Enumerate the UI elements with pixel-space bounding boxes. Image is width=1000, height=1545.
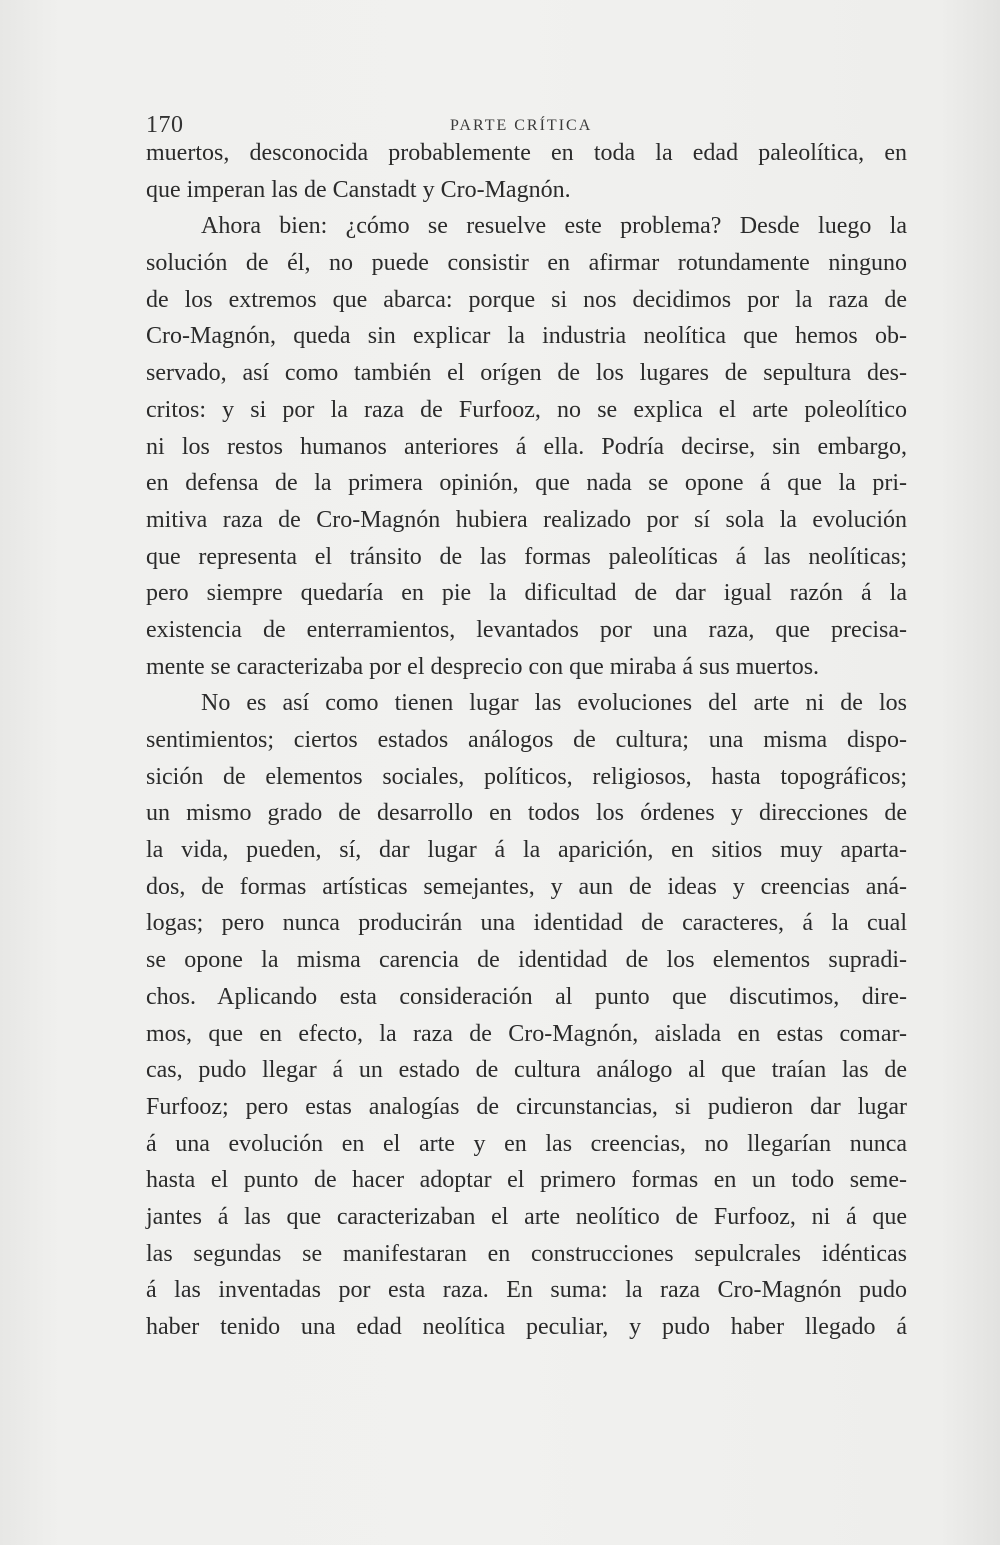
running-head: PARTE CRÍTICA xyxy=(450,117,593,134)
text-line: chos. Aplicando esta consideración al punto que discutimos, dire- xyxy=(146,983,907,1010)
text-line: hasta el punto de hacer adoptar el primero formas en un todo seme- xyxy=(146,1167,907,1194)
text-line: Ahora bien: ¿cómo se resuelve este problema? Desde luego la xyxy=(201,213,907,240)
text-line: critos: y si por la raza de Furfooz, no se explica el arte poleolítico xyxy=(146,396,907,423)
text-line: mitiva raza de Cro-Magnón hubiera realizado por sí sola la evolución xyxy=(146,506,907,533)
text-line: las segundas se manifestaran en construcciones sepulcrales idénticas xyxy=(146,1240,907,1267)
text-line: haber tenido una edad neolítica peculiar, y pudo haber llegado á xyxy=(146,1314,907,1340)
text-line: un mismo grado de desarrollo en todos los órdenes y direcciones de xyxy=(146,800,907,827)
text-line: pero siempre quedaría en pie la dificultad de dar igual razón á la xyxy=(146,580,907,607)
text-line: mos, que en efecto, la raza de Cro-Magnón, aislada en estas comar- xyxy=(146,1020,907,1047)
text-line: la vida, pueden, sí, dar lugar á la aparición, en sitios muy aparta- xyxy=(146,837,907,864)
text-line: se opone la misma carencia de identidad de los elementos supradi- xyxy=(146,947,907,974)
text-line: mente se caracterizaba por el desprecio con que miraba á sus muertos. xyxy=(146,653,820,680)
text-line: jantes á las que caracterizaban el arte neolítico de Furfooz, ni á que xyxy=(146,1203,907,1230)
text-line: Furfooz; pero estas analogías de circunstancias, si pudieron dar lugar xyxy=(146,1093,907,1120)
text-line: en defensa de la primera opinión, que nada se opone á que la pri- xyxy=(146,470,907,497)
text-line: sentimientos; ciertos estados análogos de cultura; una misma dispo- xyxy=(146,727,907,753)
text-line: ni los restos humanos anteriores á ella. Podría decirse, sin embargo, xyxy=(146,433,907,460)
text-line: de los extremos que abarca: porque si nos decidimos por la raza de xyxy=(146,286,907,313)
text-line: que imperan las de Canstadt y Cro-Magnón. xyxy=(146,176,571,203)
text-line: dos, de formas artísticas semejantes, y aun de ideas y creencias aná- xyxy=(146,873,907,900)
text-line: á una evolución en el arte y en las creencias, no llegarían nunca xyxy=(146,1130,907,1157)
body-text xyxy=(146,135,907,1346)
text-line: que representa el tránsito de las formas paleolíticas á las neolíticas; xyxy=(146,543,907,570)
text-line: á las inventadas por esta raza. En suma: la raza Cro-Magnón pudo xyxy=(146,1277,907,1304)
text-line: servado, así como también el orígen de los lugares de sepultura des- xyxy=(146,360,907,387)
text-line: No es así como tienen lugar las evoluciones del arte ni de los xyxy=(201,690,907,717)
page-number: 170 xyxy=(146,112,184,138)
text-line: muertos, desconocida probablemente en toda la edad paleolítica, en xyxy=(146,140,907,166)
text-line: Cro-Magnón, queda sin explicar la industria neolítica que hemos ob- xyxy=(146,323,907,350)
text-line: sición de elementos sociales, políticos, religiosos, hasta topográficos; xyxy=(146,763,907,790)
text-line: logas; pero nunca producirán una identidad de caracteres, á la cual xyxy=(146,910,907,937)
text-line: solución de él, no puede consistir en afirmar rotundamente ninguno xyxy=(146,250,907,277)
text-line: cas, pudo llegar á un estado de cultura análogo al que traían las de xyxy=(146,1057,907,1084)
text-line: existencia de enterramientos, levantados por una raza, que precisa- xyxy=(146,616,907,643)
